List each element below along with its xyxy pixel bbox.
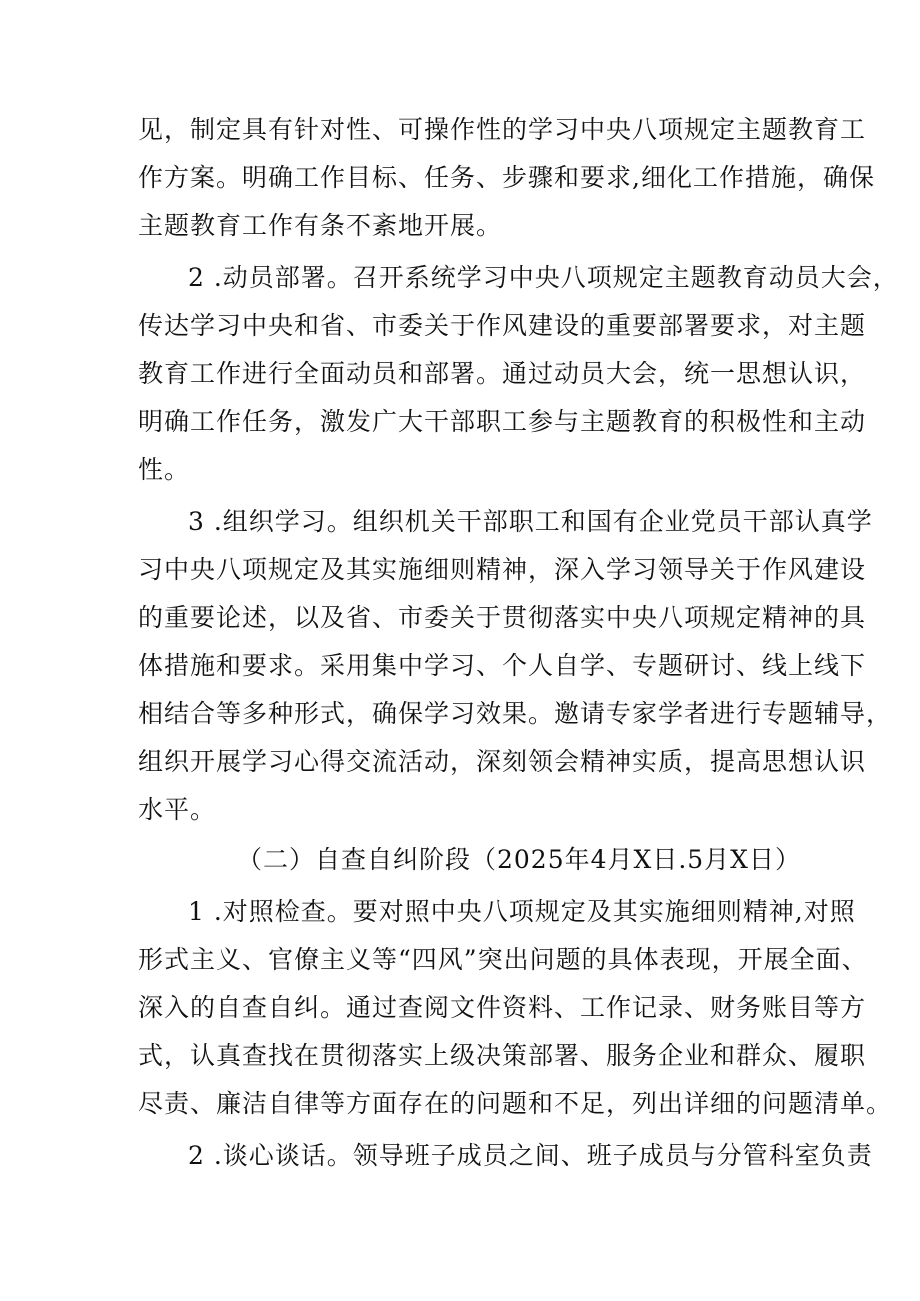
body-text-line: 性。: [138, 455, 191, 484]
body-text-line: 式，认真查找在贯彻落实上级决策部署、服务企业和群众、履职: [138, 1041, 867, 1070]
body-text-line: 组织开展学习心得交流活动，深刻领会精神实质，提高思想认识: [138, 747, 867, 776]
body-text-line: 深入的自查自纠。通过查阅文件资料、工作记录、财务账目等方: [138, 993, 867, 1022]
numbered-item-heading-1: 1 .对照检查。要对照中央八项规定及其实施细则精神,对照: [188, 897, 856, 926]
section-heading: （二）自查自纠阶段（2025年4月X日.5月X日）: [237, 845, 801, 874]
body-text-line: 的重要论述，以及省、市委关于贯彻落实中央八项规定精神的具: [138, 603, 867, 632]
body-text-line: 明确工作任务，激发广大干部职工参与主题教育的积极性和主动: [138, 407, 867, 436]
body-text-line: 尽责、廉洁自律等方面存在的问题和不足，列出详细的问题清单。: [138, 1089, 893, 1118]
body-text-line: 习中央八项规定及其实施细则精神，深入学习领导关于作风建设: [138, 555, 867, 584]
body-text-line: 水平。: [138, 795, 217, 824]
body-text-line: 传达学习中央和省、市委关于作风建设的重要部署要求，对主题: [138, 311, 867, 340]
body-text-line: 教育工作进行全面动员和部署。通过动员大会，统一思想认识，: [138, 359, 867, 388]
body-text-line: 体措施和要求。采用集中学习、个人自学、专题研讨、线上线下: [138, 651, 867, 680]
numbered-item-heading-2: 2 .谈心谈话。领导班子成员之间、班子成员与分管科室负责: [188, 1141, 873, 1170]
body-text-line: 见，制定具有针对性、可操作性的学习中央八项规定主题教育工: [138, 115, 867, 144]
body-text-line: 作方案。明确工作目标、任务、步骤和要求,细化工作措施，确保: [138, 163, 875, 192]
body-text-line: 主题教育工作有条不紊地开展。: [138, 211, 503, 240]
numbered-item-heading-3: 3 .组织学习。组织机关干部职工和国有企业党员干部认真学: [188, 507, 873, 536]
body-text-line: 形式主义、官僚主义等“四风”突出问题的具体表现，开展全面、: [138, 945, 868, 974]
body-text-line: 相结合等多种形式，确保学习效果。邀请专家学者进行专题辅导，: [138, 699, 893, 728]
numbered-item-heading-2: 2 .动员部署。召开系统学习中央八项规定主题教育动员大会，: [188, 263, 899, 292]
